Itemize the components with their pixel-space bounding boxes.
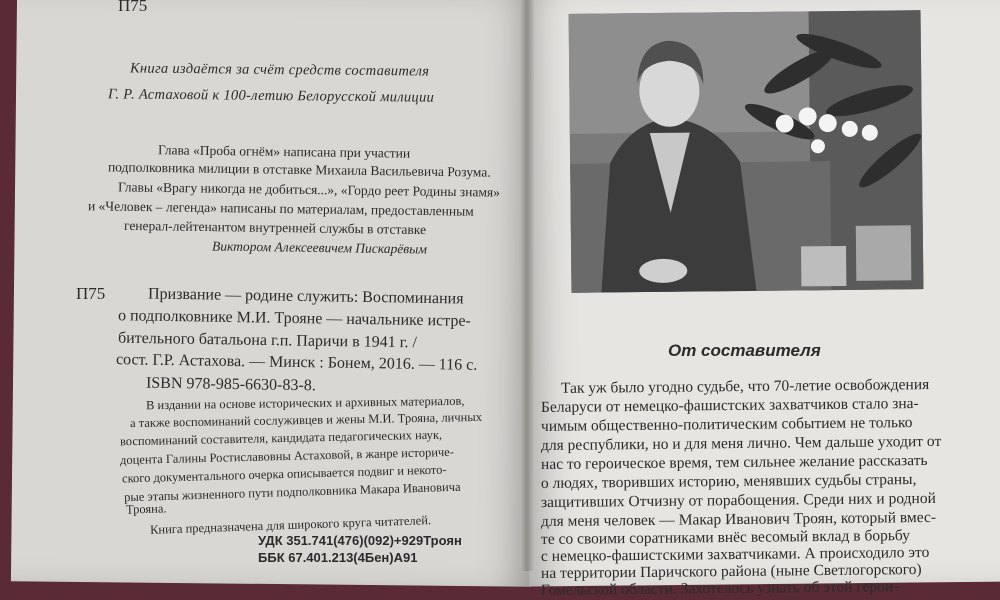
body-line-4: для республики, но и для меня лично. Чем дальше уходит от bbox=[540, 432, 942, 455]
book-gutter bbox=[520, 0, 534, 571]
body-line-9: те со своими соратниками внёс весомый вклад в борьбу bbox=[540, 527, 910, 548]
annotation-line-3: воспоминаний составителя, кандидата педагогических наук, bbox=[119, 427, 443, 449]
body-line-8: для меня человек — Макар Иванович Троян, который вмес- bbox=[540, 508, 937, 531]
body-line-1: Так уж было угодно судьбе, что 70-летие освобождения bbox=[560, 376, 930, 397]
body-line-7: защитивших Отчизну от порабощения. Среди них и родной bbox=[540, 489, 936, 512]
annotation-line-8: Книга предназначена для широкого круга читателей. bbox=[149, 513, 432, 537]
header-code: П75 bbox=[118, 0, 148, 15]
annotation-line-4: доцента Галины Ростиславовны Астаховой, в жанре историче- bbox=[119, 444, 455, 468]
bbk: ББК 67.401.213(4Бен)А91 bbox=[258, 550, 418, 565]
biblio-line-1: Призвание — родине служить: Воспоминания bbox=[147, 285, 464, 308]
udk: УДК 351.741(476)(092)+929Троян bbox=[258, 533, 462, 548]
body-line-6: о людях, творивших историю, менявших судьбы страны, bbox=[540, 471, 917, 492]
portrait-illustration bbox=[569, 10, 924, 293]
annotation-line-1: В издании на основе исторических и архивных материалов, bbox=[145, 393, 465, 413]
credits-line-1: Глава «Проба огнём» написана при участии bbox=[157, 142, 411, 161]
dedication-line-1: Книга издаётся за счёт средств составителя bbox=[129, 60, 430, 80]
credits-line-2: подполковника милиции в отставке Михаила Васильевича Розума. bbox=[107, 159, 491, 180]
annotation-line-5: ского документального очерка описывается подвиг и некото- bbox=[121, 462, 447, 486]
catalog-code: П75 bbox=[76, 284, 106, 303]
body-line-2: Беларуси от немецко-фашистских захватчиков стало зна- bbox=[540, 395, 919, 416]
biblio-line-2: о подполковнике М.И. Трояне — начальнике истре- bbox=[117, 307, 471, 330]
credits-line-6: Виктором Алексеевичем Пискарёвым bbox=[211, 238, 428, 257]
body-line-3: чимым общественно-политическим событием не только bbox=[540, 414, 913, 435]
credits-line-3: Главы «Врагу никогда не добиться...», «Гордо реет Родины знамя» bbox=[117, 179, 500, 200]
credits-line-4: и «Человек – легенда» написаны по материалам, предоставленным bbox=[87, 198, 474, 219]
biblio-line-3: бительного батальона г.п. Паричи в 1941 г. / bbox=[117, 329, 418, 352]
annotation-line-6: рые этапы жизненного пути подполковника Макара Ивановича bbox=[123, 479, 461, 505]
body-line-10: с немецко-фашистскими захватчиками. А происходило это bbox=[540, 543, 930, 566]
body-line-5: нас то героическое время, тем сильнее желание рассказать bbox=[540, 451, 928, 474]
annotation-line-2: а также воспоминаний сослуживцев и жены М.И. Трояна, личных bbox=[129, 409, 483, 431]
dedication-line-2: Г. Р. Астаховой к 100-летию Белорусской милиции bbox=[107, 86, 435, 106]
body-line-11: на территории Паричского района (ныне Светлогорского) bbox=[540, 561, 922, 582]
isbn: ISBN 978-985-6630-83-8. bbox=[145, 374, 316, 395]
biblio-line-4: сост. Г.Р. Астахова. — Минск : Бонем, 2016. — 116 с. bbox=[115, 351, 478, 374]
credits-line-5: генерал-лейтенантом внутренней службы в отставке bbox=[123, 217, 427, 238]
body-line-12: Гомельской области. Захотелось узнать об этой герои- bbox=[540, 578, 899, 599]
annotation-line-7: Трояна. bbox=[125, 501, 167, 517]
section-title: От составителя bbox=[668, 341, 821, 360]
portrait-photo bbox=[569, 10, 924, 293]
